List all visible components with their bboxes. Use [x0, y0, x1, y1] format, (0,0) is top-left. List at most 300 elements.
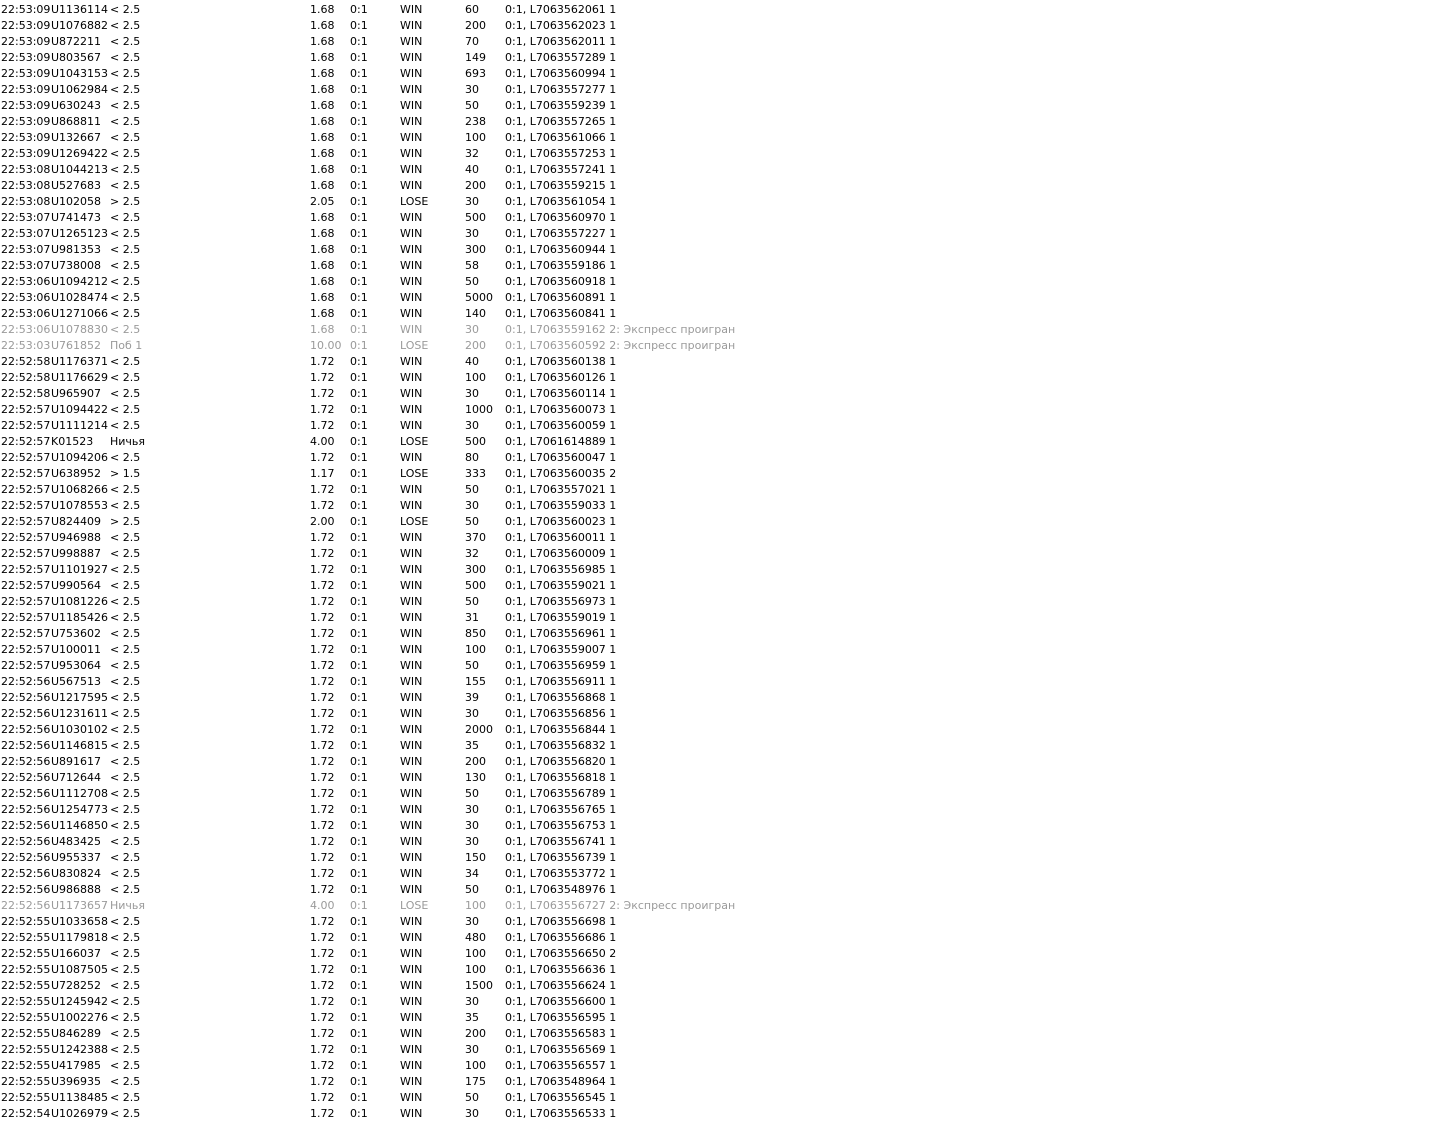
log-cell-stake: 30: [465, 419, 479, 432]
log-cell-odds: 1.72: [310, 819, 335, 832]
log-cell-time: 22:52:57: [1, 627, 51, 640]
log-cell-odds: 1.72: [310, 723, 335, 736]
log-cell-score: 0:1: [350, 99, 368, 112]
log-cell-user: U1028474: [51, 291, 109, 304]
log-cell-result: WIN: [400, 563, 423, 576]
log-cell-user: U1030102: [51, 723, 109, 736]
log-cell-info: 0:1, L7063559215 1: [505, 179, 617, 192]
log-cell-result: WIN: [400, 771, 423, 784]
log-cell-bet: < 2.5: [110, 787, 141, 800]
log-cell-result: WIN: [400, 115, 423, 128]
log-cell-score: 0:1: [350, 563, 368, 576]
log-cell-time: 22:52:55: [1, 1043, 51, 1056]
log-cell-bet: > 1.5: [110, 467, 141, 480]
log-cell-time: 22:52:54: [1, 1107, 51, 1120]
log-cell-info: 0:1, L7063560011 1: [505, 531, 617, 544]
log-cell-odds: 1.72: [310, 387, 335, 400]
log-cell-odds: 1.72: [310, 1107, 335, 1120]
log-cell-score: 0:1: [350, 115, 368, 128]
log-cell-bet: < 2.5: [110, 723, 141, 736]
log-cell-user: U1185426: [51, 611, 109, 624]
log-cell-user: U1026979: [51, 1107, 109, 1120]
log-cell-stake: 35: [465, 1011, 479, 1024]
log-cell-stake: 155: [465, 675, 486, 688]
log-cell-user: U396935: [51, 1075, 102, 1088]
log-cell-info: 0:1, L7063560035 2: [505, 467, 617, 480]
log-cell-info: 0:1, L7063548964 1: [505, 1075, 617, 1088]
log-cell-bet: < 2.5: [110, 67, 141, 80]
log-cell-score: 0:1: [350, 723, 368, 736]
log-cell-stake: 50: [465, 883, 479, 896]
log-cell-odds: 1.72: [310, 547, 335, 560]
log-cell-user: U1078830: [51, 323, 109, 336]
log-cell-time: 22:53:06: [1, 291, 51, 304]
log-cell-stake: 30: [465, 499, 479, 512]
log-cell-result: WIN: [400, 579, 423, 592]
log-cell-info: 0:1, L7063560047 1: [505, 451, 617, 464]
log-cell-score: 0:1: [350, 339, 368, 352]
log-cell-user: U830824: [51, 867, 102, 880]
log-cell-result: WIN: [400, 787, 423, 800]
log-cell-bet: < 2.5: [110, 659, 141, 672]
log-cell-stake: 100: [465, 1059, 486, 1072]
log-cell-user: U868811: [51, 115, 102, 128]
log-cell-info: 0:1, L7063559019 1: [505, 611, 617, 624]
log-cell-result: WIN: [400, 323, 423, 336]
log-cell-user: U1081226: [51, 595, 109, 608]
log-cell-time: 22:53:07: [1, 259, 51, 272]
log-cell-stake: 30: [465, 915, 479, 928]
log-cell-result: WIN: [400, 259, 423, 272]
log-cell-info: 0:1, L7063556686 1: [505, 931, 617, 944]
log-cell-result: WIN: [400, 547, 423, 560]
log-cell-bet: < 2.5: [110, 1107, 141, 1120]
log-cell-odds: 2.05: [310, 195, 335, 208]
log-cell-info: 0:1, L7063560114 1: [505, 387, 617, 400]
log-cell-odds: 1.72: [310, 691, 335, 704]
log-cell-user: U1242388: [51, 1043, 109, 1056]
log-cell-bet: < 2.5: [110, 979, 141, 992]
log-cell-bet: < 2.5: [110, 947, 141, 960]
log-cell-result: LOSE: [400, 467, 429, 480]
log-cell-info: 0:1, L7063556624 1: [505, 979, 617, 992]
log-cell-result: WIN: [400, 707, 423, 720]
log-cell-odds: 1.68: [310, 131, 335, 144]
log-cell-time: 22:53:09: [1, 19, 51, 32]
log-cell-odds: 1.72: [310, 947, 335, 960]
log-cell-time: 22:52:55: [1, 1091, 51, 1104]
log-cell-info: 0:1, L7063561054 1: [505, 195, 617, 208]
log-cell-odds: 1.72: [310, 707, 335, 720]
log-cell-odds: 1.72: [310, 659, 335, 672]
log-cell-score: 0:1: [350, 243, 368, 256]
log-cell-info: 0:1, L7063556595 1: [505, 1011, 617, 1024]
log-cell-result: LOSE: [400, 195, 429, 208]
log-cell-odds: 1.72: [310, 499, 335, 512]
log-cell-result: WIN: [400, 307, 423, 320]
log-cell-score: 0:1: [350, 83, 368, 96]
log-cell-time: 22:52:56: [1, 883, 51, 896]
log-cell-result: WIN: [400, 675, 423, 688]
log-cell-user: K01523: [51, 435, 94, 448]
log-cell-result: LOSE: [400, 339, 429, 352]
log-cell-odds: 1.72: [310, 1043, 335, 1056]
log-cell-user: U1094206: [51, 451, 109, 464]
log-cell-result: WIN: [400, 1027, 423, 1040]
log-cell-time: 22:52:55: [1, 931, 51, 944]
log-cell-bet: < 2.5: [110, 579, 141, 592]
log-cell-odds: 1.72: [310, 883, 335, 896]
log-cell-result: WIN: [400, 451, 423, 464]
log-cell-score: 0:1: [350, 371, 368, 384]
log-cell-score: 0:1: [350, 35, 368, 48]
log-cell-time: 22:53:07: [1, 211, 51, 224]
log-cell-result: WIN: [400, 1011, 423, 1024]
log-cell-time: 22:52:56: [1, 739, 51, 752]
log-cell-bet: < 2.5: [110, 819, 141, 832]
log-cell-result: WIN: [400, 147, 423, 160]
log-cell-stake: 30: [465, 83, 479, 96]
log-cell-stake: 850: [465, 627, 486, 640]
log-cell-stake: 50: [465, 483, 479, 496]
log-cell-info: 0:1, L7063556741 1: [505, 835, 617, 848]
log-cell-info: 0:1, L7063556973 1: [505, 595, 617, 608]
log-cell-stake: 200: [465, 339, 486, 352]
log-cell-stake: 30: [465, 819, 479, 832]
log-cell-time: 22:52:56: [1, 819, 51, 832]
log-cell-odds: 1.72: [310, 963, 335, 976]
log-cell-info: 0:1, L7063556636 1: [505, 963, 617, 976]
log-cell-result: WIN: [400, 83, 423, 96]
log-cell-score: 0:1: [350, 195, 368, 208]
log-cell-info: 0:1, L7063557227 1: [505, 227, 617, 240]
log-cell-info: 0:1, L7063556911 1: [505, 675, 617, 688]
log-cell-bet: < 2.5: [110, 451, 141, 464]
log-cell-time: 22:52:55: [1, 979, 51, 992]
log-cell-bet: Ничья: [110, 899, 146, 912]
log-cell-odds: 1.68: [310, 35, 335, 48]
log-cell-info: 0:1, L7063559007 1: [505, 643, 617, 656]
log-cell-info: 0:1, L7063556545 1: [505, 1091, 617, 1104]
log-cell-user: U100011: [51, 643, 102, 656]
log-cell-result: WIN: [400, 67, 423, 80]
log-cell-stake: 100: [465, 131, 486, 144]
log-cell-time: 22:53:09: [1, 99, 51, 112]
log-cell-odds: 1.72: [310, 403, 335, 416]
log-cell-bet: < 2.5: [110, 995, 141, 1008]
log-cell-time: 22:52:57: [1, 595, 51, 608]
log-cell-odds: 2.00: [310, 515, 335, 528]
log-cell-bet: < 2.5: [110, 147, 141, 160]
log-cell-stake: 100: [465, 947, 486, 960]
log-cell-bet: < 2.5: [110, 675, 141, 688]
log-cell-user: U990564: [51, 579, 102, 592]
log-cell-stake: 30: [465, 1043, 479, 1056]
log-cell-score: 0:1: [350, 739, 368, 752]
log-cell-odds: 1.72: [310, 371, 335, 384]
log-cell-time: 22:52:55: [1, 963, 51, 976]
log-cell-result: WIN: [400, 211, 423, 224]
log-cell-stake: 30: [465, 1107, 479, 1120]
log-cell-score: 0:1: [350, 1075, 368, 1088]
log-cell-info: 0:1, L7063560944 1: [505, 243, 617, 256]
log-cell-score: 0:1: [350, 787, 368, 800]
log-cell-user: U891617: [51, 755, 102, 768]
log-cell-time: 22:52:56: [1, 787, 51, 800]
log-cell-score: 0:1: [350, 915, 368, 928]
log-cell-score: 0:1: [350, 835, 368, 848]
log-cell-stake: 35: [465, 739, 479, 752]
log-cell-time: 22:52:58: [1, 371, 51, 384]
log-cell-odds: 1.68: [310, 243, 335, 256]
log-cell-bet: < 2.5: [110, 403, 141, 416]
log-cell-stake: 500: [465, 435, 486, 448]
log-cell-score: 0:1: [350, 355, 368, 368]
log-cell-info: 0:1, L7063562011 1: [505, 35, 617, 48]
log-cell-stake: 2000: [465, 723, 493, 736]
log-cell-info: 0:1, L7063556569 1: [505, 1043, 617, 1056]
log-cell-result: WIN: [400, 995, 423, 1008]
log-cell-info: 0:1, L7063559186 1: [505, 259, 617, 272]
log-cell-time: 22:52:56: [1, 851, 51, 864]
log-cell-result: WIN: [400, 611, 423, 624]
log-cell-stake: 70: [465, 35, 479, 48]
log-cell-score: 0:1: [350, 579, 368, 592]
log-cell-result: WIN: [400, 691, 423, 704]
log-cell-time: 22:52:57: [1, 547, 51, 560]
log-cell-time: 22:53:06: [1, 307, 51, 320]
log-cell-time: 22:52:57: [1, 563, 51, 576]
log-cell-user: U1254773: [51, 803, 109, 816]
log-cell-result: WIN: [400, 483, 423, 496]
log-cell-time: 22:52:57: [1, 467, 51, 480]
log-cell-odds: 1.72: [310, 579, 335, 592]
log-cell-score: 0:1: [350, 419, 368, 432]
log-cell-odds: 1.72: [310, 627, 335, 640]
log-cell-stake: 30: [465, 707, 479, 720]
log-cell-bet: < 2.5: [110, 211, 141, 224]
log-cell-info: 0:1, L7063560023 1: [505, 515, 617, 528]
log-cell-time: 22:52:55: [1, 947, 51, 960]
log-cell-user: U1217595: [51, 691, 109, 704]
log-cell-info: 0:1, L7063557241 1: [505, 163, 617, 176]
log-cell-time: 22:52:55: [1, 1075, 51, 1088]
log-cell-odds: 1.72: [310, 531, 335, 544]
log-cell-odds: 1.68: [310, 179, 335, 192]
log-cell-user: U1111214: [51, 419, 109, 432]
log-cell-score: 0:1: [350, 675, 368, 688]
log-cell-info: 0:1, L7063556818 1: [505, 771, 617, 784]
log-cell-info: 0:1, L7063557265 1: [505, 115, 617, 128]
log-cell-odds: 1.68: [310, 275, 335, 288]
log-cell-stake: 100: [465, 371, 486, 384]
log-cell-score: 0:1: [350, 819, 368, 832]
log-cell-odds: 1.68: [310, 227, 335, 240]
log-cell-time: 22:52:55: [1, 1027, 51, 1040]
log-cell-info: 0:1, L7063562023 1: [505, 19, 617, 32]
log-cell-score: 0:1: [350, 1107, 368, 1120]
log-cell-odds: 1.68: [310, 51, 335, 64]
log-cell-score: 0:1: [350, 643, 368, 656]
log-cell-time: 22:52:57: [1, 483, 51, 496]
log-cell-time: 22:52:56: [1, 675, 51, 688]
log-cell-result: LOSE: [400, 899, 429, 912]
log-cell-odds: 1.72: [310, 1027, 335, 1040]
log-cell-stake: 50: [465, 275, 479, 288]
log-cell-odds: 1.68: [310, 99, 335, 112]
log-cell-odds: 1.72: [310, 803, 335, 816]
log-cell-time: 22:52:55: [1, 995, 51, 1008]
log-cell-time: 22:53:09: [1, 147, 51, 160]
log-cell-result: WIN: [400, 931, 423, 944]
log-cell-user: U1271066: [51, 307, 109, 320]
log-cell-bet: < 2.5: [110, 3, 141, 16]
log-cell-info: 0:1, L7063556533 1: [505, 1107, 617, 1120]
log-cell-score: 0:1: [350, 531, 368, 544]
log-cell-info: 0:1, L7063556765 1: [505, 803, 617, 816]
log-cell-user: U1087505: [51, 963, 109, 976]
log-cell-info: 0:1, L7063560073 1: [505, 403, 617, 416]
log-cell-bet: < 2.5: [110, 771, 141, 784]
log-cell-user: U166037: [51, 947, 102, 960]
log-cell-odds: 1.68: [310, 83, 335, 96]
log-cell-time: 22:52:56: [1, 803, 51, 816]
log-cell-stake: 50: [465, 1091, 479, 1104]
log-cell-odds: 1.72: [310, 675, 335, 688]
log-cell-result: WIN: [400, 291, 423, 304]
log-cell-time: 22:53:09: [1, 35, 51, 48]
log-cell-result: WIN: [400, 371, 423, 384]
log-cell-odds: 1.72: [310, 1011, 335, 1024]
log-cell-time: 22:52:56: [1, 899, 51, 912]
log-cell-bet: < 2.5: [110, 1011, 141, 1024]
log-cell-info: 0:1, L7063557289 1: [505, 51, 617, 64]
log-cell-stake: 30: [465, 227, 479, 240]
log-cell-info: 0:1, L7063560891 1: [505, 291, 617, 304]
log-cell-user: U1062984: [51, 83, 109, 96]
log-cell-time: 22:52:56: [1, 691, 51, 704]
log-cell-time: 22:52:55: [1, 915, 51, 928]
log-cell-score: 0:1: [350, 147, 368, 160]
log-cell-bet: < 2.5: [110, 851, 141, 864]
log-cell-result: WIN: [400, 883, 423, 896]
log-cell-bet: < 2.5: [110, 739, 141, 752]
log-cell-time: 22:52:57: [1, 579, 51, 592]
log-cell-bet: < 2.5: [110, 643, 141, 656]
log-cell-result: WIN: [400, 803, 423, 816]
log-cell-time: 22:52:57: [1, 659, 51, 672]
log-cell-bet: < 2.5: [110, 499, 141, 512]
log-cell-bet: < 2.5: [110, 1059, 141, 1072]
log-cell-time: 22:52:57: [1, 515, 51, 528]
log-cell-odds: 1.72: [310, 771, 335, 784]
log-cell-stake: 32: [465, 147, 479, 160]
log-cell-time: 22:53:06: [1, 275, 51, 288]
log-cell-info: 0:1, L7061614889 1: [505, 435, 617, 448]
log-cell-user: U417985: [51, 1059, 102, 1072]
log-cell-user: U132667: [51, 131, 102, 144]
log-cell-time: 22:53:08: [1, 163, 51, 176]
log-cell-stake: 480: [465, 931, 486, 944]
log-cell-result: WIN: [400, 595, 423, 608]
log-cell-score: 0:1: [350, 51, 368, 64]
log-cell-info: 0:1, L7063556650 2: [505, 947, 617, 960]
log-cell-info: 0:1, L7063559021 1: [505, 579, 617, 592]
log-cell-info: 0:1, L7063560592 2: Экспресс проигран: [505, 339, 736, 352]
log-cell-result: WIN: [400, 723, 423, 736]
log-cell-user: U741473: [51, 211, 102, 224]
log-cell-info: 0:1, L7063553772 1: [505, 867, 617, 880]
log-cell-info: 0:1, L7063556698 1: [505, 915, 617, 928]
log-cell-stake: 300: [465, 563, 486, 576]
log-cell-user: U1176371: [51, 355, 109, 368]
log-cell-user: U1044213: [51, 163, 109, 176]
log-cell-bet: < 2.5: [110, 83, 141, 96]
log-cell-time: 22:52:57: [1, 643, 51, 656]
log-cell-score: 0:1: [350, 19, 368, 32]
log-cell-score: 0:1: [350, 931, 368, 944]
log-cell-stake: 140: [465, 307, 486, 320]
log-cell-score: 0:1: [350, 995, 368, 1008]
log-cell-result: WIN: [400, 3, 423, 16]
log-cell-stake: 300: [465, 243, 486, 256]
log-cell-score: 0:1: [350, 227, 368, 240]
log-cell-user: U102058: [51, 195, 102, 208]
log-cell-odds: 1.72: [310, 867, 335, 880]
log-cell-time: 22:53:07: [1, 227, 51, 240]
log-cell-time: 22:53:08: [1, 179, 51, 192]
log-cell-result: WIN: [400, 499, 423, 512]
log-cell-bet: < 2.5: [110, 707, 141, 720]
log-cell-odds: 1.72: [310, 419, 335, 432]
log-cell-user: U761852: [51, 339, 102, 352]
log-cell-user: U803567: [51, 51, 102, 64]
log-cell-bet: < 2.5: [110, 611, 141, 624]
log-cell-user: U483425: [51, 835, 102, 848]
log-cell-user: U712644: [51, 771, 102, 784]
log-cell-time: 22:52:56: [1, 707, 51, 720]
log-cell-stake: 30: [465, 387, 479, 400]
log-cell-bet: < 2.5: [110, 755, 141, 768]
log-cell-time: 22:52:58: [1, 355, 51, 368]
log-cell-result: WIN: [400, 835, 423, 848]
log-cell-user: U630243: [51, 99, 102, 112]
log-cell-result: WIN: [400, 419, 423, 432]
log-cell-odds: 1.72: [310, 835, 335, 848]
log-cell-result: WIN: [400, 131, 423, 144]
log-cell-stake: 32: [465, 547, 479, 560]
log-cell-odds: 1.72: [310, 1091, 335, 1104]
log-cell-odds: 4.00: [310, 435, 335, 448]
log-cell-bet: < 2.5: [110, 131, 141, 144]
log-cell-time: 22:52:56: [1, 723, 51, 736]
log-cell-time: 22:52:57: [1, 531, 51, 544]
log-cell-bet: < 2.5: [110, 51, 141, 64]
log-cell-result: WIN: [400, 387, 423, 400]
log-cell-odds: 1.68: [310, 19, 335, 32]
log-cell-user: U1076882: [51, 19, 109, 32]
log-cell-time: 22:52:55: [1, 1059, 51, 1072]
log-cell-bet: < 2.5: [110, 243, 141, 256]
log-cell-user: U1101927: [51, 563, 109, 576]
log-cell-bet: < 2.5: [110, 163, 141, 176]
log-cell-odds: 1.72: [310, 851, 335, 864]
log-cell-odds: 1.68: [310, 3, 335, 16]
log-cell-info: 0:1, L7063560059 1: [505, 419, 617, 432]
log-cell-result: WIN: [400, 739, 423, 752]
log-cell-score: 0:1: [350, 755, 368, 768]
log-cell-result: WIN: [400, 1107, 423, 1120]
